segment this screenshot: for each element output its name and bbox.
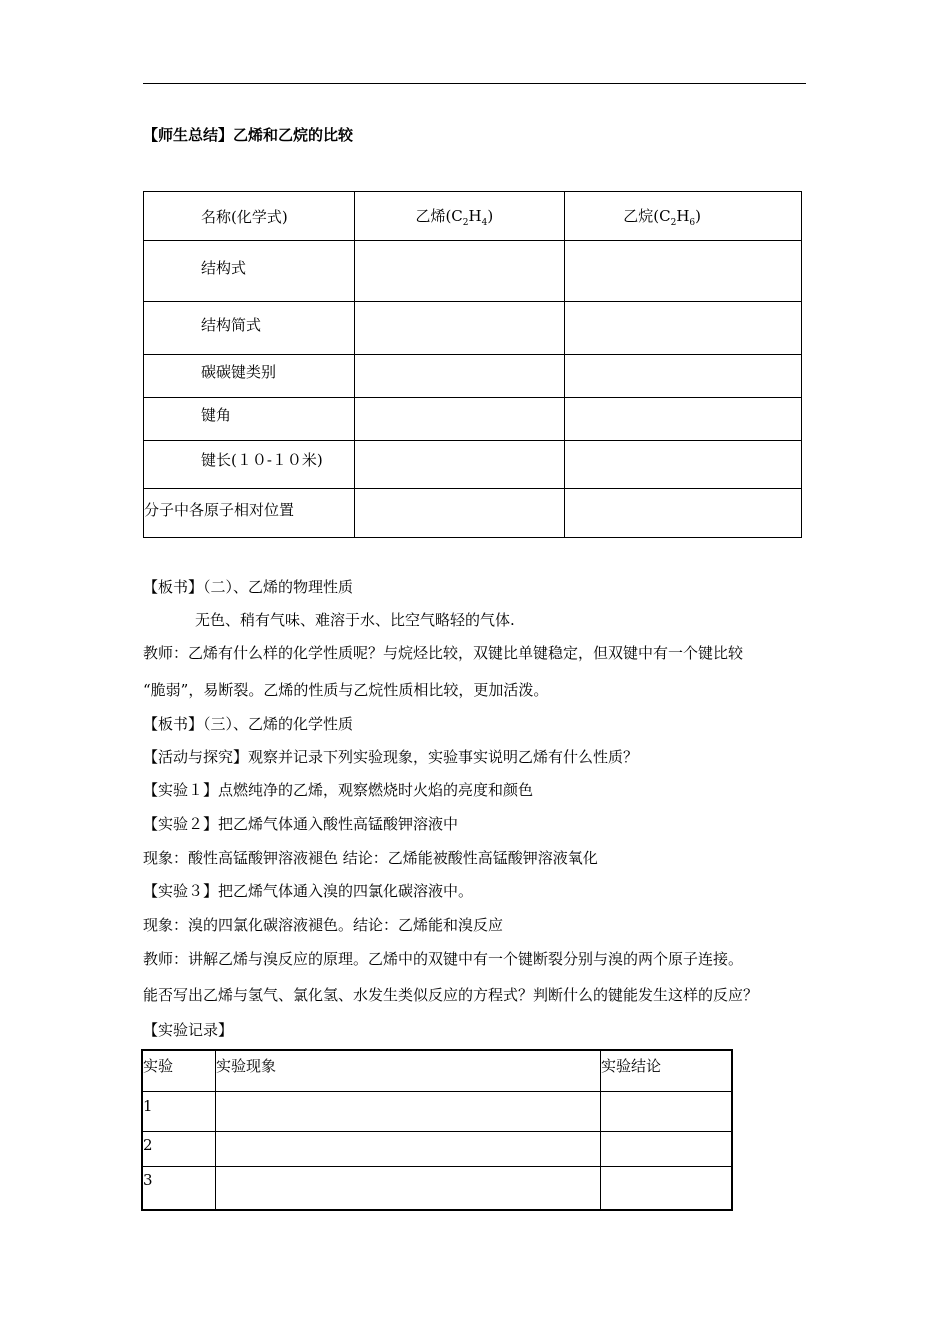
record-num: 2 xyxy=(142,1131,216,1166)
record-num: 1 xyxy=(142,1091,216,1131)
teacher-text-1: 教师：乙烯有什么样的化学性质呢？与烷烃比较，双键比单键稳定，但双键中有一个键比较 xyxy=(143,644,744,662)
row-label: 键长(１０-１０米) xyxy=(144,441,355,489)
record-header-cell: 实验结论 xyxy=(601,1050,733,1091)
table-header-row xyxy=(144,192,802,241)
experiment-1-text: 【实验１】点燃纯净的乙烯，观察燃烧时火焰的亮度和颜色 xyxy=(143,781,534,799)
record-num: 3 xyxy=(142,1166,216,1210)
table-cell xyxy=(565,398,802,441)
record-cell xyxy=(601,1131,733,1166)
table-row xyxy=(144,398,802,441)
header-ethylene-cell: 乙烯$(C_2H_4)$ xyxy=(355,192,565,241)
experiment-3-result: 现象：溴的四氯化碳溶液褪色。结论：乙烯能和溴反应 xyxy=(143,916,504,934)
experiment-3-text: 【实验３】把乙烯气体通入溴的四氯化碳溶液中。 xyxy=(143,882,474,900)
header-name-cell: 名称(化学式) xyxy=(144,192,355,241)
record-cell xyxy=(601,1091,733,1131)
teacher-text-3: 教师：讲解乙烯与溴反应的原理。乙烯中的双键中有一个键断裂分别与溴的两个原子连接。 xyxy=(143,950,744,968)
table-row xyxy=(144,302,802,355)
physical-properties-text: 无色、稍有气味、难溶于水、比空气略轻的气体. xyxy=(195,611,515,629)
record-row xyxy=(142,1091,732,1131)
row-label: 键角 xyxy=(144,398,355,441)
record-row xyxy=(142,1131,732,1166)
record-table xyxy=(141,1049,733,1211)
row-label: 碳碳键类别 xyxy=(144,355,355,398)
row-label: 分子中各原子相对位置 xyxy=(144,489,355,538)
table-row xyxy=(144,241,802,302)
record-cell xyxy=(216,1166,601,1210)
row-label: 结构式 xyxy=(144,241,355,302)
table-cell xyxy=(355,489,565,538)
table-row xyxy=(144,355,802,398)
table-cell xyxy=(355,241,565,302)
header-ethane-cell: 乙烷$(C_2H_6)$ xyxy=(565,192,802,241)
board-note-chemical: 【板书】（三）、乙烯的化学性质 xyxy=(143,715,354,733)
question-text: 能否写出乙烯与氢气、氯化氢、水发生类似反应的方程式？判断什么的键能发生这样的反应？ xyxy=(143,986,759,1004)
record-heading: 【实验记录】 xyxy=(143,1021,234,1039)
record-cell xyxy=(216,1131,601,1166)
table-cell xyxy=(565,355,802,398)
experiment-2-text: 【实验２】把乙烯气体通入酸性高锰酸钾溶液中 xyxy=(143,815,459,833)
table-cell xyxy=(355,355,565,398)
table-cell xyxy=(565,441,802,489)
row-label: 结构简式 xyxy=(144,302,355,355)
activity-text: 【活动与探究】观察并记录下列实验现象，实验事实说明乙烯有什么性质？ xyxy=(143,748,639,766)
board-note-physical: 【板书】（二）、乙烯的物理性质 xyxy=(143,578,354,596)
record-cell xyxy=(216,1091,601,1131)
record-header-row xyxy=(142,1050,732,1091)
record-header-cell: 实验现象 xyxy=(216,1050,601,1091)
record-header-cell: 实验 xyxy=(142,1050,216,1091)
table-row xyxy=(144,441,802,489)
table-cell xyxy=(565,489,802,538)
experiment-2-result: 现象：酸性高锰酸钾溶液褪色 结论：乙烯能被酸性高锰酸钾溶液氧化 xyxy=(143,849,598,867)
table-cell xyxy=(355,302,565,355)
table-row xyxy=(144,489,802,538)
table-cell xyxy=(355,441,565,489)
teacher-text-2: “脆弱”，易断裂。乙烯的性质与乙烷性质相比较，更加活泼。 xyxy=(143,681,549,699)
header-rule xyxy=(143,83,806,84)
record-cell xyxy=(601,1166,733,1210)
comparison-table xyxy=(143,191,802,538)
table-cell xyxy=(565,302,802,355)
summary-title: 【师生总结】乙烯和乙烷的比较 xyxy=(143,126,354,144)
table-cell xyxy=(355,398,565,441)
record-row xyxy=(142,1166,732,1210)
table-cell xyxy=(565,241,802,302)
